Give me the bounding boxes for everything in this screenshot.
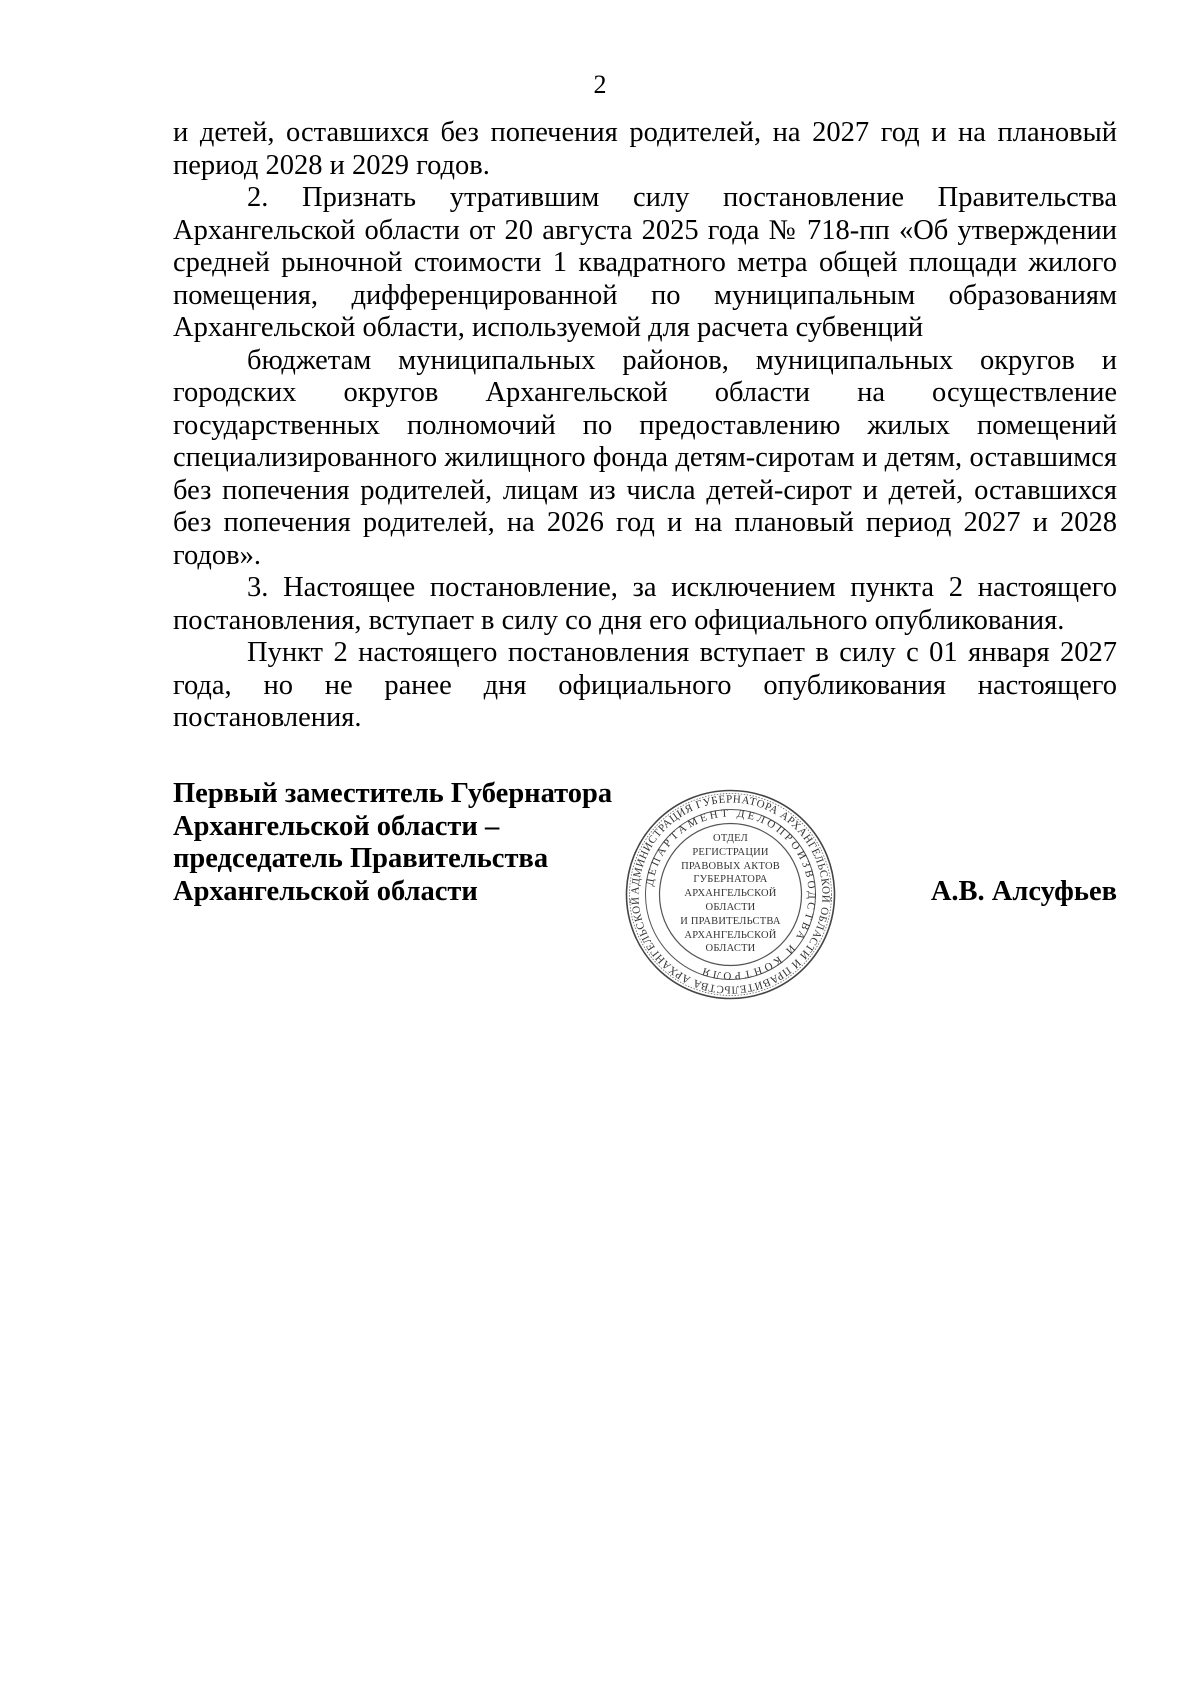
seal-outer-text: АДМИНИСТРАЦИЯ ГУБЕРНАТОРА АРХАНГЕЛЬСКОЙ ОБЛАСТИ И ПРАВИТЕЛЬСТВА АРХАНГЕЛЬСКОЙ (629, 793, 832, 996)
signatory-position-line: Первый заместитель Губернатора (173, 778, 613, 809)
paragraph-item-2: 2. Признать утратившим силу постановление Правительства Архангельской области от 20 августа 2025 года № 718-пп «Об утверждении средней рыночной стоимости 1 квадратного метра общей площади жилого помещения, дифференцированной по муниципальным образованиям Архангельской области, используемой для расчета субвенций (173, 182, 1117, 343)
seal-inner-text: ОТДЕЛ РЕГИСТРАЦИИ ПРАВОВЫХ АКТОВ ГУБЕРНАТОРА АРХАНГЕЛЬСКОЙ ОБЛАСТИ И ПРАВИТЕЛЬСТВА АРХАНГЕЛЬСКОЙ ОБЛАСТИ (680, 833, 781, 955)
paragraph-item-2-continued: бюджетам муниципальных районов, муниципальных округов и городских округов Архангельской области на осуществление государственных полномочий по предоставлению жилых помещений специализированного жилищного фонда детям-сиротам и детям, оставшимся без попечения родителей, лицам из числа детей-сирот и детей, оставшихся без попечения родителей, на 2026 год и на плановый период 2027 и 2028 годов». (173, 344, 1117, 571)
official-seal (623, 787, 838, 1002)
signatory-position (173, 778, 612, 908)
signatory-position-line: Архангельской области – (173, 810, 500, 842)
signatory-position-line: председатель Правительства (173, 843, 549, 874)
signatory-name: А.В. Алсуфьев (930, 876, 1117, 907)
seal-middle-text: ДЕПАРТАМЕНТ ДЕЛОПРОИЗВОДСТВА И КОНТРОЛЯ (643, 807, 818, 982)
paragraph-effective-date: Пункт 2 настоящего постановления вступает в силу с 01 января 2027 года, но не ранее дня официального опубликования настоящего постановления. (173, 637, 1117, 733)
signatory-position-line: Архангельской области (173, 875, 478, 907)
document-body (173, 117, 1117, 735)
page-number: 2 (593, 70, 607, 99)
paragraph-continuation: и детей, оставшихся без попечения родителей, на 2027 год и на плановый период 2028 и 2029 годов. (173, 117, 1117, 181)
paragraph-item-3: 3. Настоящее постановление, за исключением пункта 2 настоящего постановления, вступает в силу со дня его официального опубликования. (173, 572, 1117, 636)
